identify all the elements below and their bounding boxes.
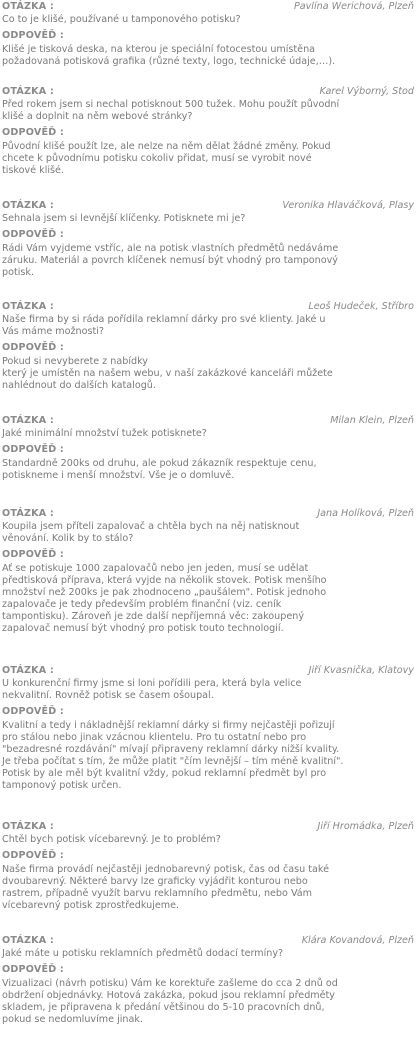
question-header xyxy=(0,85,416,98)
answer-label: ODPOVĚĎ : xyxy=(2,127,64,138)
answer-text: Pokud si nevyberete z nabídky který je umístěn na našem webu, v naší zakázkové kanceláři můžete nahlédnout do dalších katalogů. xyxy=(2,356,333,391)
question-text: Sehnala jsem si levnější klíčenky. Potisknete mi je? xyxy=(2,213,246,224)
faq-item xyxy=(0,507,416,635)
question-label: OTÁZKA : xyxy=(2,200,54,211)
answer-text: Standardně 200ks od druhu, ale pokud zákazník respektuje cenu, potiskneme i menší množství. Vše je o domluvě. xyxy=(2,458,317,481)
question-author: Milan Klein, Plzeň xyxy=(330,415,414,426)
answer-text: Vizualizaci (návrh potisku) Vám ke korektuře zašleme do cca 2 dnů od obdržení objednávky. Hotová zakázka, pokud jsou reklamní předměty skladem, je připravena k předání většinou do 5-10 pracovních dnů, pokud se nedomluvíme jinak. xyxy=(2,978,338,1025)
question-header xyxy=(0,507,416,520)
question-text: Před rokem jsem si nechal potisknout 500 tužek. Mohu použít původní klišé a doplnit na něm webové stránky? xyxy=(2,99,340,122)
question-author: Jiří Kvasnička, Klatovy xyxy=(308,665,414,676)
faq-item xyxy=(0,820,416,912)
question-label: OTÁZKA : xyxy=(2,821,54,832)
answer-label: ODPOVĚĎ : xyxy=(2,30,64,41)
question-header xyxy=(0,664,416,677)
question-text: Chtěl bych potisk vícebarevný. Je to problém? xyxy=(2,834,221,845)
question-text: U konkurenční firmy jsme si loni pořídili pera, která byla velice nekvalitní. Rovněž potisk se časem ošoupal. xyxy=(2,678,302,701)
question-label: OTÁZKA : xyxy=(2,508,54,519)
answer-label: ODPOVĚĎ : xyxy=(2,229,64,240)
answer-text: Kvalitní a tedy i nákladnější reklamní dárky si firmy nejčastěji pořizují pro stálou nebo jinak vzácnou klientelu. Pro tu ostatní nebo pro "bezadresné rozdávání" mívají připraveny reklamní dárky nižší kvality. Je třeba počítat s tím, že může platit "čím levnější – tím méně kvalitní". Potisk by ale měl být kvalitní vždy, pokud reklamní předmět byl pro tamponový potisk určen. xyxy=(2,720,344,791)
question-text: Jaké minimální množství tužek potisknete? xyxy=(2,428,207,439)
answer-label: ODPOVĚĎ : xyxy=(2,444,64,455)
answer-label: ODPOVĚĎ : xyxy=(2,706,64,717)
answer-text: Rádi Vám vyjdeme vstříc, ale na potisk vlastních předmětů nedáváme záruku. Materiál a povrch klíčenek nemusí být vhodný pro tamponový potisk. xyxy=(2,243,339,278)
faq-item xyxy=(0,934,416,1026)
question-header xyxy=(0,300,416,313)
question-author: Veronika Hlaváčková, Plasy xyxy=(282,200,414,211)
faq-item xyxy=(0,0,416,68)
question-text: Jaké máte u potisku reklamních předmětů dodací termíny? xyxy=(2,948,284,959)
question-text: Koupila jsem příteli zapalovač a chtěla bych na něj natisknout věnování. Kolik by to stálo? xyxy=(2,521,300,544)
question-header xyxy=(0,820,416,833)
question-header xyxy=(0,0,416,13)
question-label: OTÁZKA : xyxy=(2,301,54,312)
faq-item xyxy=(0,85,416,177)
question-author: Pavlína Werichová, Plzeň xyxy=(293,1,414,12)
answer-label: ODPOVĚĎ : xyxy=(2,964,64,975)
question-header xyxy=(0,414,416,427)
question-label: OTÁZKA : xyxy=(2,935,54,946)
faq-item xyxy=(0,664,416,792)
question-header xyxy=(0,199,416,212)
faq-item xyxy=(0,414,416,482)
answer-text: Naše firma provádí nejčastěji jednobarevný potisk, čas od času také dvoubarevný. Některé barvy lze graficky vyjádřit konturou nebo rastrem, případně využít barvu reklamního předmětu, nebo Vám vícebarevný potisk zprostředkujeme. xyxy=(2,864,329,911)
answer-label: ODPOVĚĎ : xyxy=(2,549,64,560)
answer-label: ODPOVĚĎ : xyxy=(2,342,64,353)
question-author: Karel Výborný, Stod xyxy=(319,86,414,97)
answer-label: ODPOVĚĎ : xyxy=(2,850,64,861)
question-label: OTÁZKA : xyxy=(2,86,54,97)
question-author: Jiří Hromádka, Plzeň xyxy=(317,821,414,832)
answer-text: Původní klišé použít lze, ale nelze na něm dělat žádné změny. Pokud chcete k původnímu potisku cokoliv přidat, musí se vyrobit nové tiskové klišé. xyxy=(2,141,331,176)
faq-item xyxy=(0,199,416,279)
faq-item xyxy=(0,300,416,392)
answer-text: Klišé je tisková deska, na kterou je speciální fotocestou umístěna požadovaná potisková grafika (různé texty, logo, technické údaje,…). xyxy=(2,44,336,67)
answer-text: Ať se potiskuje 1000 zapalovačů nebo jen jeden, musí se udělat předtisková příprava, která vyjde na několik stovek. Potisk menšího množství než 200ks je pak zhodnoceno „paušálem". Potisk jednoho zapalovače je tedy především problém finanční (viz. ceník tampontisku). Zároveň je zde další nepříjemná věc: zakoupený zapalovač nemusí být vhodný pro potisk touto technologií. xyxy=(2,563,327,634)
question-text: Co to je klišé, používané u tamponového potisku? xyxy=(2,14,241,25)
question-header xyxy=(0,934,416,947)
question-label: OTÁZKA : xyxy=(2,415,54,426)
question-author: Klára Kovandová, Plzeň xyxy=(301,935,414,946)
question-author: Leoš Hudeček, Stříbro xyxy=(308,301,414,312)
question-author: Jana Holíková, Plzeň xyxy=(317,508,414,519)
question-label: OTÁZKA : xyxy=(2,665,54,676)
question-text: Naše firma by si ráda pořídila reklamní dárky pro své klienty. Jaké u Vás máme možnosti? xyxy=(2,314,326,337)
question-label: OTÁZKA : xyxy=(2,1,54,12)
